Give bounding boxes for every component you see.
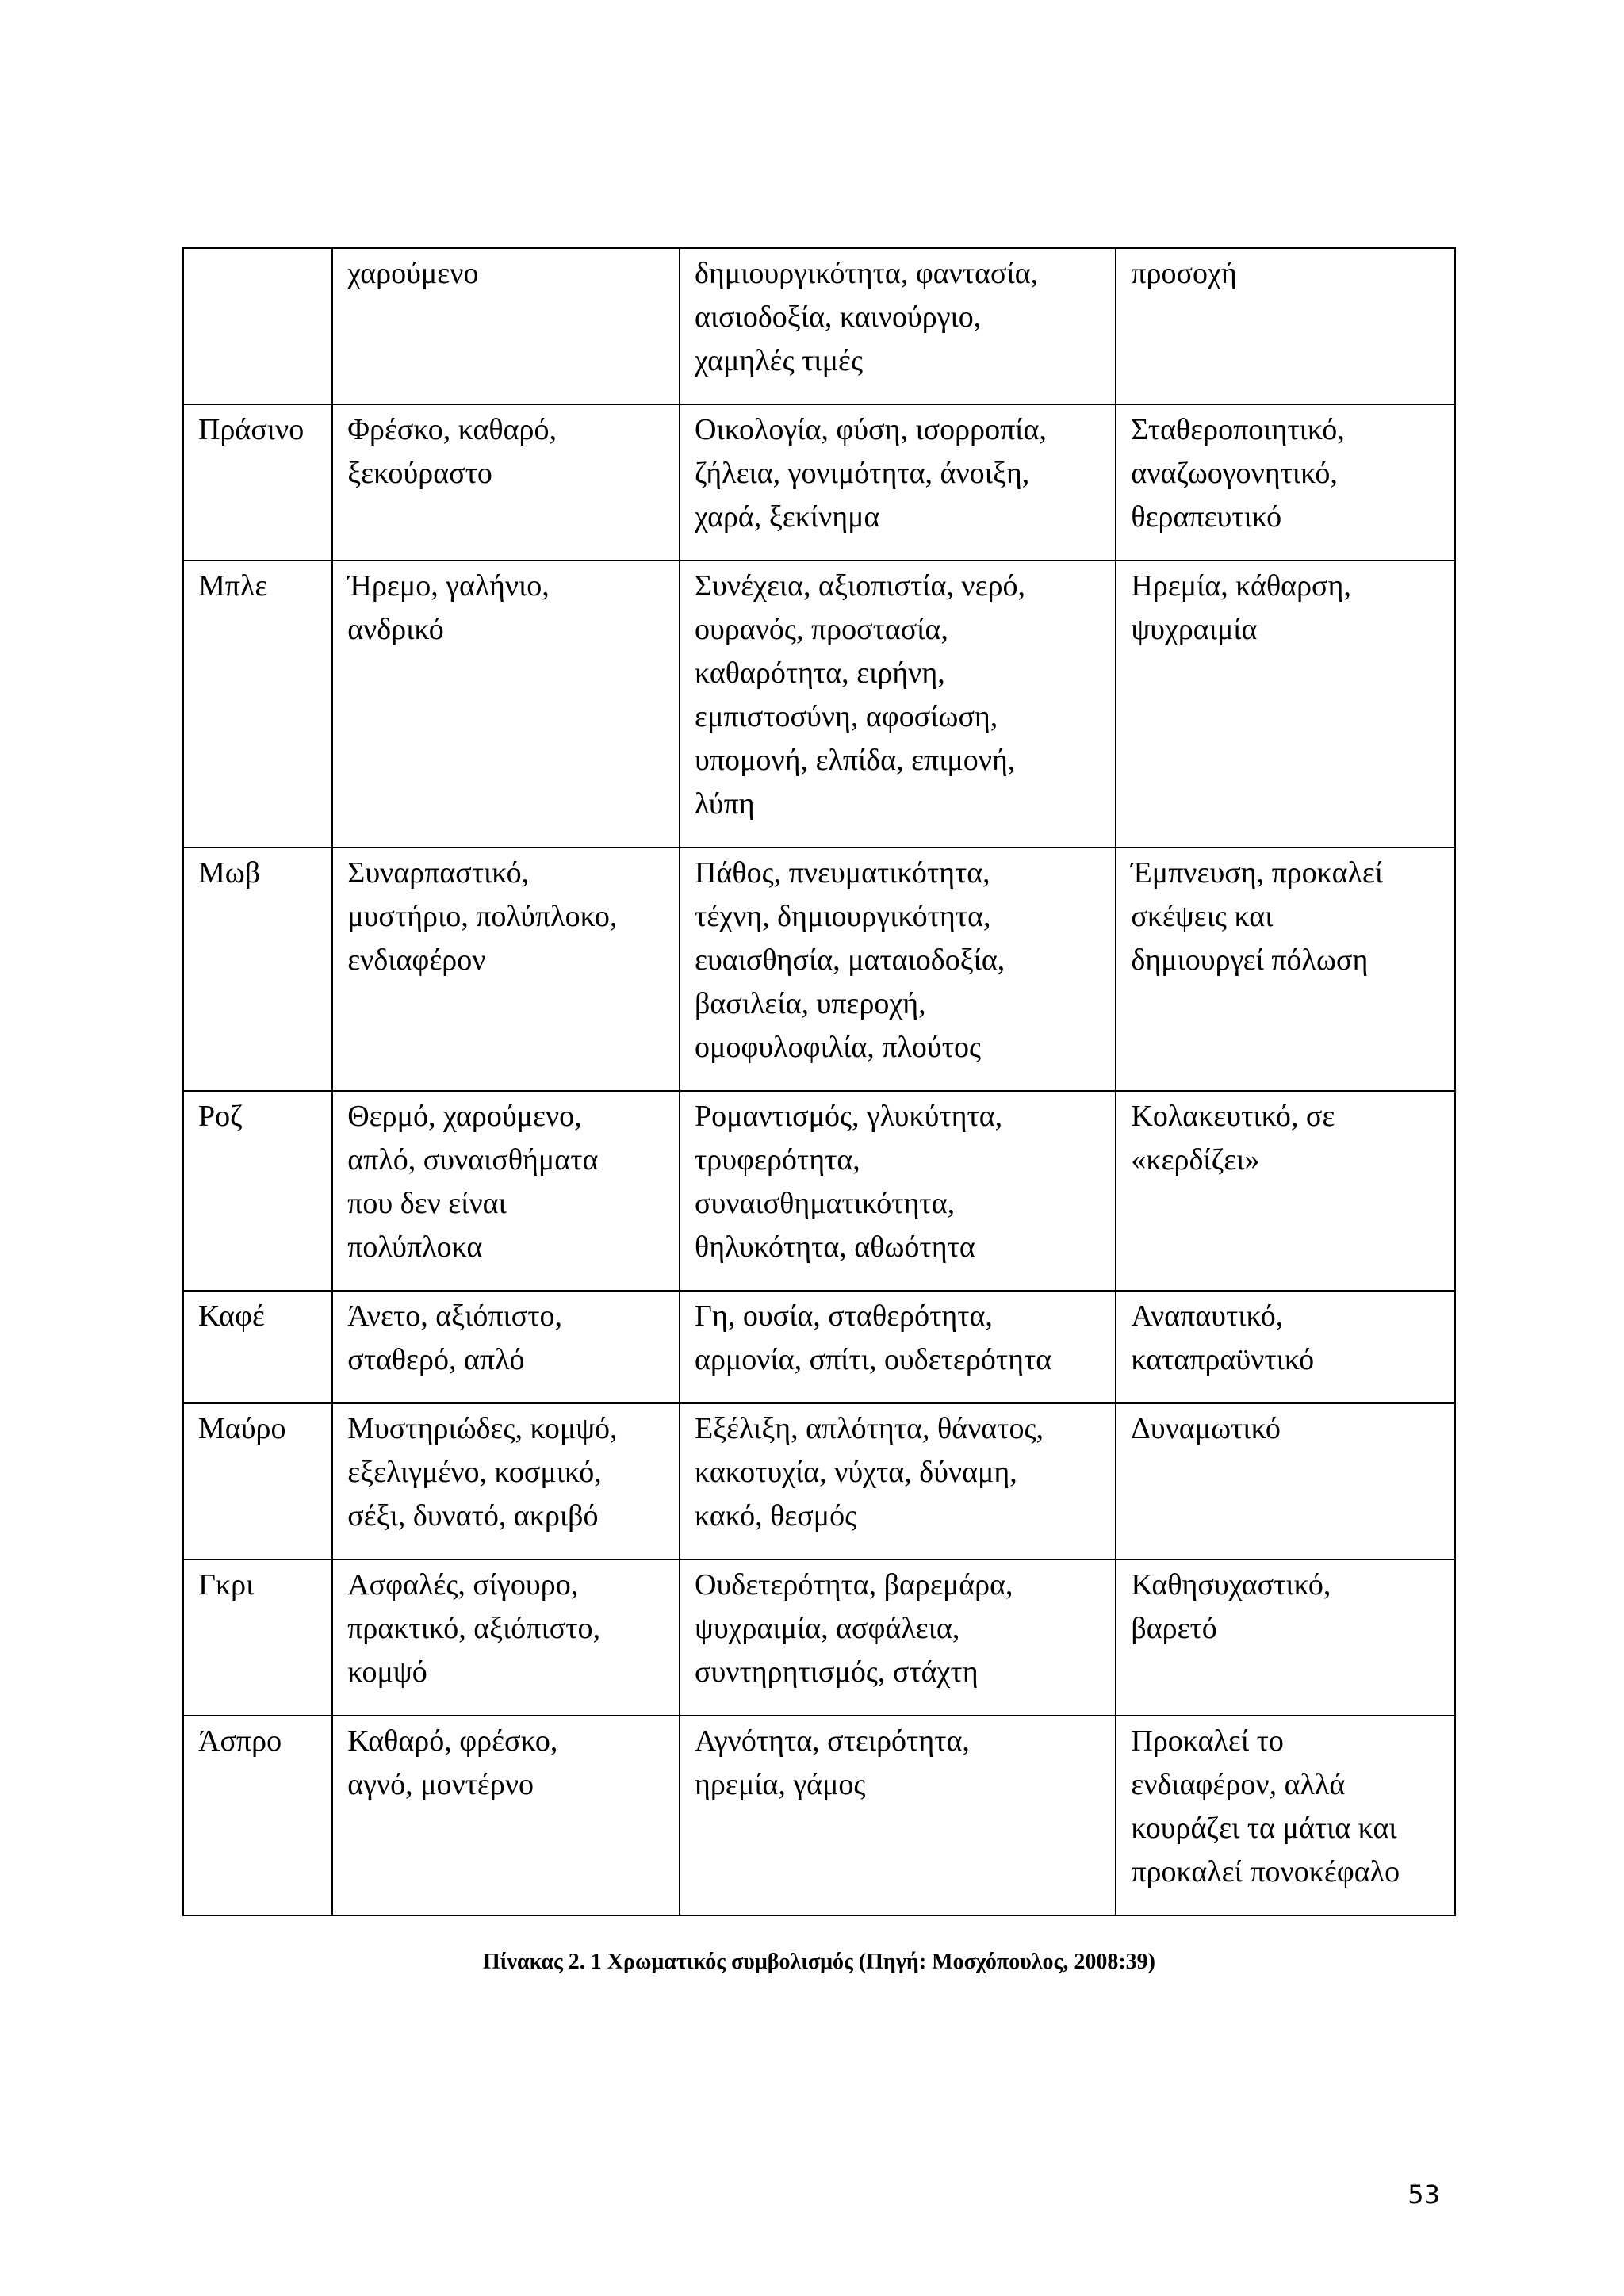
table-cell-symbolism: δημιουργικότητα, φαντασία, αισιοδοξία, καινούργιο, χαμηλές τιμές (680, 248, 1116, 404)
table-cell-effect: Αναπαυτικό, καταπραϋντικό (1116, 1291, 1455, 1403)
table-cell-symbolism: Συνέχεια, αξιοπιστία, νερό, ουρανός, προστασία, καθαρότητα, ειρήνη, εμπιστοσύνη, αφοσίωση, υπομονή, ελπίδα, επιμονή, λύπη (680, 561, 1116, 848)
table-cell-effect: Κολακευτικό, σε «κερδίζει» (1116, 1091, 1455, 1291)
table-cell-effect: Σταθεροποιητικό, αναζωογονητικό, θεραπευτικό (1116, 404, 1455, 561)
table-cell-color: Μπλε (183, 561, 332, 848)
table-cell-feeling: Άνετο, αξιόπιστο, σταθερό, απλό (332, 1291, 680, 1403)
table-cell-symbolism: Γη, ουσία, σταθερότητα, αρμονία, σπίτι, ουδετερότητα (680, 1291, 1116, 1403)
table-row (183, 1403, 1455, 1559)
table-cell-color: Πράσινο (183, 404, 332, 561)
table-cell-symbolism: Οικολογία, φύση, ισορροπία, ζήλεια, γονιμότητα, άνοιξη, χαρά, ξεκίνημα (680, 404, 1116, 561)
table-cell-feeling: Καθαρό, φρέσκο, αγνό, μοντέρνο (332, 1716, 680, 1915)
table-cell-feeling: Μυστηριώδες, κομψό, εξελιγμένο, κοσμικό, σέξι, δυνατό, ακριβό (332, 1403, 680, 1559)
table-cell-feeling: Συναρπαστικό, μυστήριο, πολύπλοκο, ενδιαφέρον (332, 848, 680, 1091)
table-cell-symbolism: Αγνότητα, στειρότητα, ηρεμία, γάμος (680, 1716, 1116, 1915)
table-cell-symbolism: Εξέλιξη, απλότητα, θάνατος, κακοτυχία, νύχτα, δύναμη, κακό, θεσμός (680, 1403, 1116, 1559)
color-symbolism-table (182, 247, 1456, 1916)
table-row (183, 848, 1455, 1091)
table-cell-effect: Έμπνευση, προκαλεί σκέψεις και δημιουργεί πόλωση (1116, 848, 1455, 1091)
table-cell-color: Μωβ (183, 848, 332, 1091)
table-cell-effect: Δυναμωτικό (1116, 1403, 1455, 1559)
table-cell-effect: Προκαλεί το ενδιαφέρον, αλλά κουράζει τα μάτια και προκαλεί πονοκέφαλο (1116, 1716, 1455, 1915)
table-cell-effect: προσοχή (1116, 248, 1455, 404)
table-row (183, 1559, 1455, 1716)
table-cell-feeling: Θερμό, χαρούμενο, απλό, συναισθήματα που δεν είναι πολύπλοκα (332, 1091, 680, 1291)
table-cell-feeling: χαρούμενο (332, 248, 680, 404)
table-cell-feeling: Φρέσκο, καθαρό, ξεκούραστο (332, 404, 680, 561)
table-cell-color: Ροζ (183, 1091, 332, 1291)
table-cell-color: Μαύρο (183, 1403, 332, 1559)
table-row (183, 561, 1455, 848)
table-cell-color: Γκρι (183, 1559, 332, 1716)
table-cell-symbolism: Ρομαντισμός, γλυκύτητα, τρυφερότητα, συναισθηματικότητα, θηλυκότητα, αθωότητα (680, 1091, 1116, 1291)
table-cell-feeling: Ήρεμο, γαλήνιο, ανδρικό (332, 561, 680, 848)
table-cell-feeling: Ασφαλές, σίγουρο, πρακτικό, αξιόπιστο, κομψό (332, 1559, 680, 1716)
table-row (183, 1091, 1455, 1291)
table-cell-color: Καφέ (183, 1291, 332, 1403)
table-caption: Πίνακας 2. 1 Χρωματικός συμβολισμός (Πηγή: Μοσχόπουλος, 2008:39) (482, 1950, 1156, 1974)
table-cell-color: Άσπρο (183, 1716, 332, 1915)
table-cell-effect: Καθησυχαστικό, βαρετό (1116, 1559, 1455, 1716)
table-row (183, 248, 1455, 404)
table-cell-color (183, 248, 332, 404)
table-row (183, 1291, 1455, 1403)
table-row (183, 404, 1455, 561)
page-number: 53 (1408, 2179, 1440, 2210)
table-row (183, 1716, 1455, 1915)
table-cell-symbolism: Πάθος, πνευματικότητα, τέχνη, δημιουργικότητα, ευαισθησία, ματαιοδοξία, βασιλεία, υπεροχή, ομοφυλοφιλία, πλούτος (680, 848, 1116, 1091)
table-cell-symbolism: Ουδετερότητα, βαρεμάρα, ψυχραιμία, ασφάλεια, συντηρητισμός, στάχτη (680, 1559, 1116, 1716)
table-cell-effect: Ηρεμία, κάθαρση, ψυχραιμία (1116, 561, 1455, 848)
